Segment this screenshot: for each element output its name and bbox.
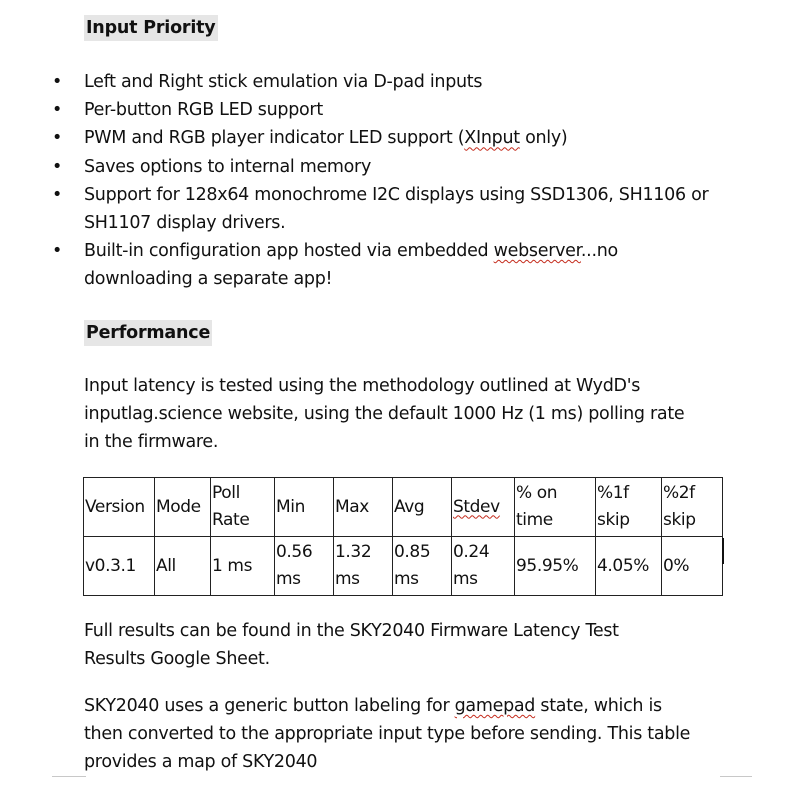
bullet-text: Per-button RGB LED support (84, 100, 323, 121)
table-cell: 0.24 ms (452, 537, 515, 596)
table-header-cell: Mode (155, 478, 211, 537)
spellcheck-flag[interactable]: XInput (464, 128, 520, 149)
table-cell: All (155, 537, 211, 596)
bullet-icon: • (51, 128, 63, 149)
bullet-icon: • (51, 100, 63, 121)
table-cell: 4.05% (596, 537, 662, 596)
feature-list (50, 68, 750, 294)
list-item (50, 181, 750, 237)
list-item (50, 96, 750, 124)
list-item (50, 237, 750, 293)
table-header-cell: % on time (515, 478, 596, 537)
list-item (50, 153, 750, 181)
page-footer-rule (720, 776, 752, 777)
table-cell: 0.85 ms (393, 537, 452, 596)
table-header-cell: %2f skip (662, 478, 723, 537)
table-cell: 1.32 ms (334, 537, 393, 596)
text-cursor (722, 538, 724, 564)
bullet-icon: • (51, 241, 63, 262)
table-header-cell: %1f skip (596, 478, 662, 537)
table-header-cell: Min (275, 478, 334, 537)
labeling-paragraph: SKY2040 uses a generic button labeling for gamepad state, which is then converted to the appropriate input type before sending. This table provides a map of SKY2040 (84, 696, 691, 773)
table-header-cell: Version (84, 478, 155, 537)
table-cell: 0.56 ms (275, 537, 334, 596)
table-header-cell: Max (334, 478, 393, 537)
table-cell: 95.95% (515, 537, 596, 596)
table-header-cell: Avg (393, 478, 452, 537)
bullet-text-continued: downloading a separate app! (84, 269, 333, 290)
table-cell: 1 ms (211, 537, 275, 596)
latency-paragraph: Input latency is tested using the methodology outlined at WydD's inputlag.science website, using the default 1000 Hz (1 ms) polling rate in the firmware. (84, 376, 685, 453)
bullet-icon: • (51, 156, 63, 177)
bullet-text: Built-in configuration app hosted via embedded webserver...no (84, 241, 618, 262)
table-header-cell: Poll Rate (211, 478, 275, 537)
spellcheck-flag[interactable]: webserver (493, 241, 581, 262)
bullet-text: Saves options to internal memory (84, 156, 372, 177)
bullet-icon: • (51, 72, 63, 92)
spellcheck-flag[interactable]: gamepad (454, 696, 536, 716)
input-priority-heading: Input Priority (84, 15, 218, 41)
bullet-icon: • (51, 184, 63, 205)
performance-heading: Performance (84, 320, 212, 346)
page-footer-rule (52, 776, 86, 777)
bullet-text: Left and Right stick emulation via D-pad inputs (84, 72, 483, 92)
list-item (50, 68, 750, 96)
table-header-cell: Stdev (452, 478, 515, 537)
table-row (84, 537, 723, 596)
bullet-text: Support for 128x64 monochrome I2C displays using SSD1306, SH1106 or (84, 184, 709, 205)
table-cell: 0% (662, 537, 723, 596)
table-cell: v0.3.1 (84, 537, 155, 596)
bullet-text-continued: SH1107 display drivers. (84, 213, 286, 234)
latency-table (83, 477, 723, 596)
list-item (50, 124, 750, 152)
results-paragraph: Full results can be found in the SKY2040 Firmware Latency Test Results Google Sheet. (84, 621, 619, 670)
bullet-text: PWM and RGB player indicator LED support (XInput only) (84, 128, 568, 149)
table-header-row (84, 478, 723, 537)
